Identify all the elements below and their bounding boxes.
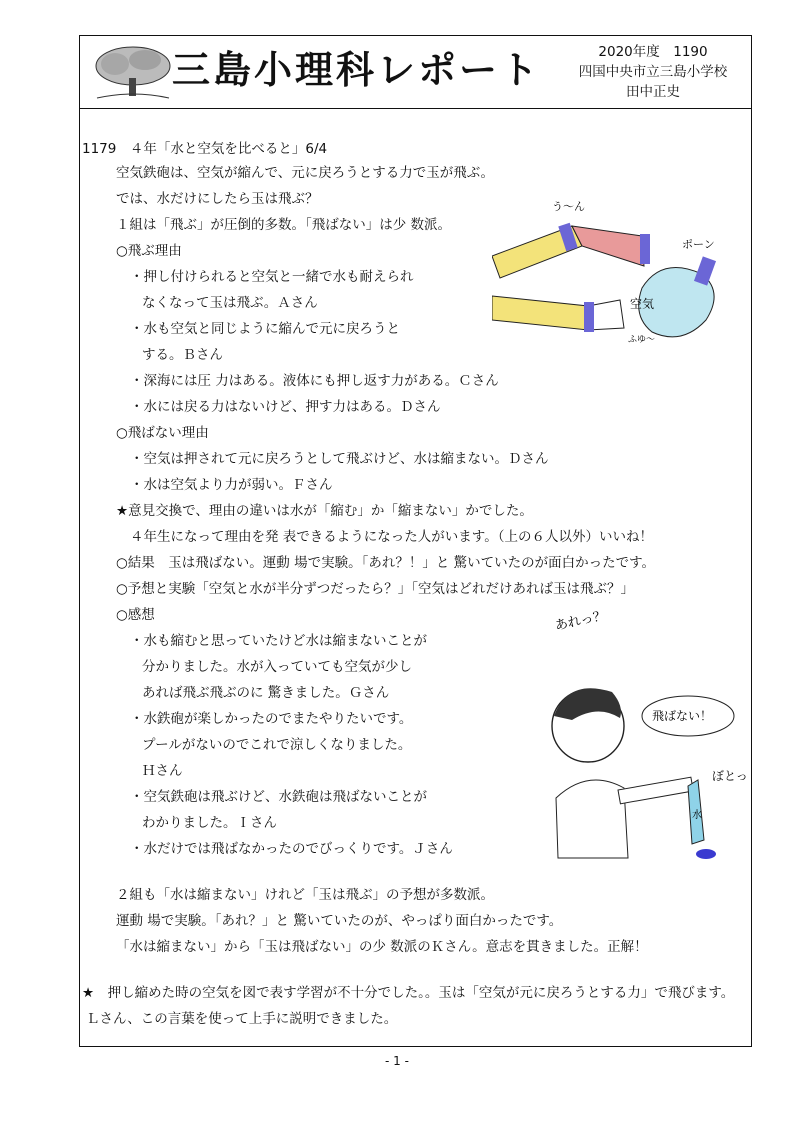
report-heading: 1179 ４年「水と空気を比べると」6/4 (82, 141, 328, 157)
text-line: ４年生になって理由を発 表できるようになった人がいます。（上の６人以外）いいね！ (130, 529, 653, 545)
text-line: プールがないのでこれで涼しくなりました。 (142, 737, 412, 753)
text-line: Ｈさん (142, 763, 183, 779)
school-name: 四国中央市立三島小学校 (578, 64, 728, 80)
spacer (82, 960, 747, 980)
text-line: 分かりました。水が入っていても空気が少し (142, 659, 412, 675)
text-line: ○飛ぶ理由 (116, 243, 182, 259)
illus-label: あれっ？ (553, 608, 608, 634)
text-line: ・水も縮むと思っていたけど水は縮まないことが (130, 633, 427, 649)
text-line: ２組も「水は縮まない」けれど「玉は飛ぶ」の予想が多数派。 (116, 887, 494, 903)
text-line: わかりました。Ｉさん (142, 815, 277, 831)
text-line: ・空気は押されて元に戻ろうとして飛ぶけど、水は縮まない。Ｄさん (130, 451, 549, 467)
header-meta (560, 42, 746, 102)
author-name: 田中正史 (626, 84, 680, 100)
header-divider (79, 108, 752, 109)
illus-label: 水 (692, 810, 702, 821)
text-line: ・水も空気と同じように縮んで元に戻ろうと (130, 321, 400, 337)
text-line: 空気鉄砲は、空気が縮んで、元に戻ろうとする力で玉が飛ぶ。 (116, 165, 494, 181)
text-line: ○結果 玉は飛ばない。運動 場で実験。「あれ？！」と 驚いていたのが面白かったです。 (116, 555, 656, 571)
illus-label: ぼとっ (712, 769, 748, 783)
tree-logo-icon (93, 42, 173, 102)
text-line: ・水は空気より力が弱い。Ｆさん (130, 477, 333, 493)
page-number: - 1 - (385, 1054, 409, 1068)
text-line: では、水だけにしたら玉は飛ぶ？ (116, 191, 319, 207)
illus-label: 空気 (630, 297, 655, 311)
text-line: ・水には戻る力はないけど、押す力はある。Ｄさん (130, 399, 441, 415)
text-line: ○飛ばない理由 (116, 425, 209, 441)
report-title: 三島小理科レポート (172, 48, 542, 92)
text-line: ・水だけでは飛ばなかったのでびっくりです。Ｊさん (130, 841, 453, 857)
illus-label: 飛ばない！ (652, 709, 713, 723)
text-line: 「水は縮まない」から「玉は飛ばない」の少 数派のＫさん。意志を貫きました。正解！ (116, 939, 648, 955)
illus-label: ポーン (682, 238, 715, 251)
text-line: １組は「飛ぶ」が圧倒的多数。「飛ばない」は少 数派。 (116, 217, 452, 233)
text-line: ・押し付けられると空気と一緒で水も耐えられ (130, 269, 414, 285)
text-line: なくなって玉は飛ぶ。Ａさん (142, 295, 318, 311)
conclusion-text: ★ 押し縮めた時の空気を図で表す学習が不十分でした。。玉は「空気が元に戻ろうとする力」で飛びます。Ｌさん、この言葉を使って上手に説明できました。 (82, 985, 735, 1027)
text-line: ○感想 (116, 607, 155, 623)
illus-label: う〜ん (552, 200, 585, 213)
text-line: ★意見交換で、理由の違いは水が「縮む」か「縮まない」かでした。 (116, 503, 533, 519)
text-line: ・深海には圧 力はある。液体にも押し返す力がある。Ｃさん (130, 373, 499, 389)
text-line: あれば飛ぶ飛ぶのに 驚きました。Ｇさん (142, 685, 390, 701)
text-line: ・空気鉄砲は飛ぶけど、水鉄砲は飛ばないことが (130, 789, 427, 805)
report-number: 2020年度 1190 (598, 44, 708, 60)
illus-label: ふゆ〜 (628, 335, 656, 345)
boy-illustration (548, 608, 748, 868)
text-line: 運動 場で実験。「あれ？」と 驚いていたのが、やっぱり面白かったです。 (116, 913, 563, 929)
air-gun-illustration (492, 196, 732, 356)
text-line: ・水鉄砲が楽しかったのでまたやりたいです。 (130, 711, 413, 727)
text-line: する。Ｂさん (142, 347, 223, 363)
text-line: ○予想と実験「空気と水が半分ずつだったら？」「空気はどれだけあれば玉は飛ぶ？」 (116, 581, 635, 597)
